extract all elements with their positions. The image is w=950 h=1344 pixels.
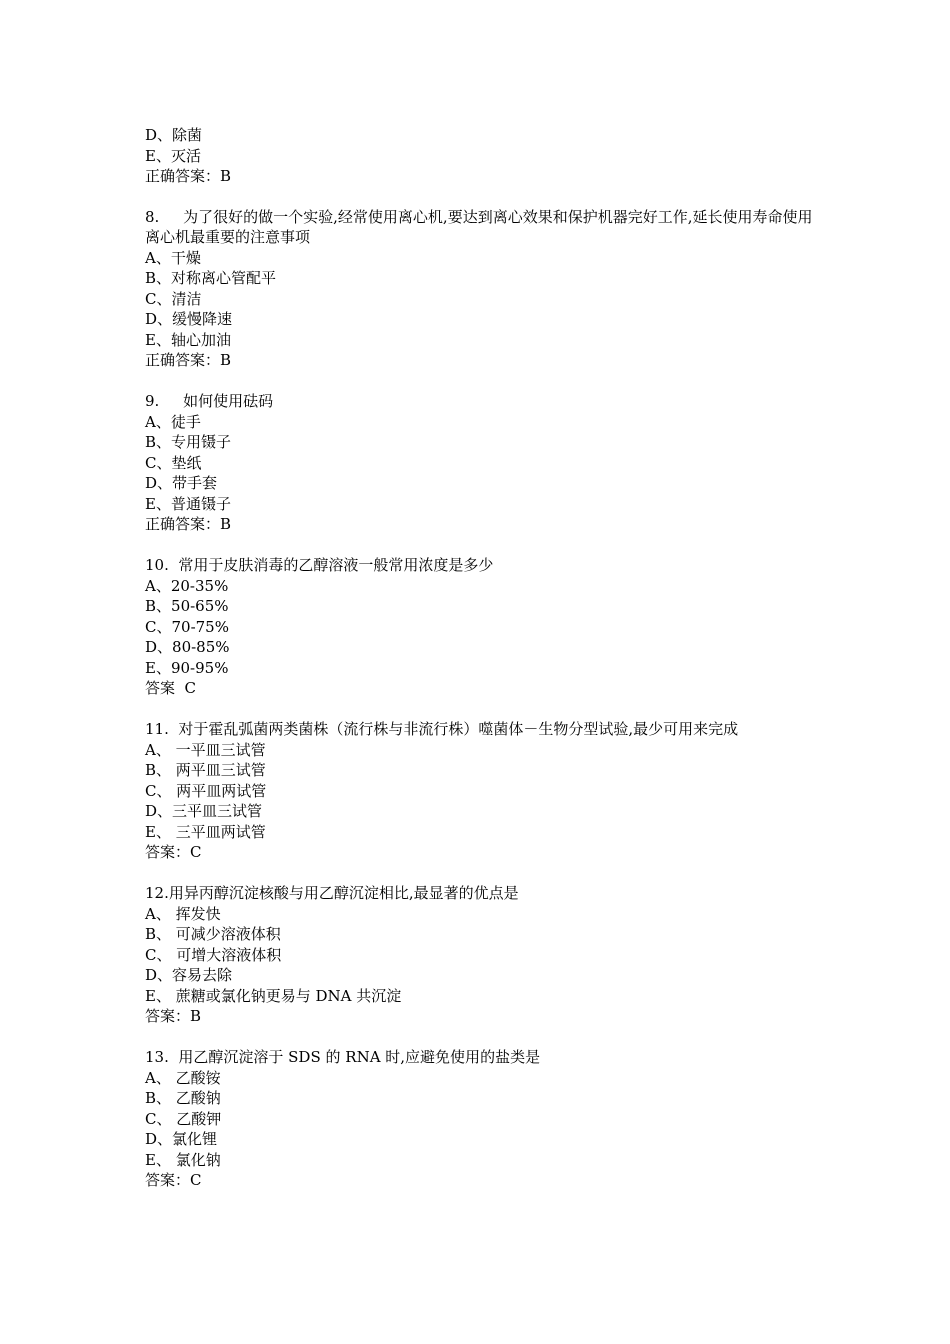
question-title: 11. 对于霍乱弧菌两类菌株（流行株与非流行株）噬菌体－生物分型试验,最少可用来完成 [145,720,739,738]
option-c: C、 可增大溶液体积 [145,945,282,964]
question-10 [145,555,825,699]
answer-line: 答案：C [145,1171,202,1189]
option-a: A、20-35% [145,576,229,595]
answer-line: 正确答案：B [145,515,232,533]
option-e: E、普通镊子 [145,494,231,513]
question-fragment [145,125,825,187]
option-d: D、氯化锂 [145,1130,218,1148]
option-b: B、对称离心管配平 [145,269,277,287]
option-e: E、 三平皿两试管 [145,822,266,841]
option-b: B、 两平皿三试管 [145,761,266,779]
answer-line: 正确答案：B [145,351,232,369]
option-e: E、 蔗糖或氯化钠更易与 DNA 共沉淀 [145,986,402,1005]
option-c: C、垫纸 [145,453,202,472]
question-13 [145,1047,825,1191]
option-b: B、 乙酸钠 [145,1089,221,1107]
option-d: D、带手套 [145,474,218,492]
question-9 [145,391,825,535]
option-c: C、70-75% [145,617,229,636]
document-page [145,125,825,1211]
option-c: C、 乙酸钾 [145,1109,222,1128]
option-c: C、 两平皿两试管 [145,781,267,800]
answer-line: 答案：C [145,843,202,861]
option-d: D、除菌 [145,126,203,144]
answer-line: 答案：B [145,1007,202,1025]
option-a: A、干燥 [145,248,201,267]
answer-line: 答案 C [145,679,197,697]
option-d: D、80-85% [145,638,230,656]
option-c: C、清洁 [145,289,202,308]
question-title: 10. 常用于皮肤消毒的乙醇溶液一般常用浓度是多少 [145,556,494,574]
question-12 [145,883,825,1027]
question-title: 13. 用乙醇沉淀溶于 SDS 的 RNA 时,应避免使用的盐类是 [145,1048,541,1066]
option-b: B、专用镊子 [145,433,232,451]
option-b: B、 可减少溶液体积 [145,925,281,943]
option-e: E、轴心加油 [145,330,231,349]
option-a: A、 乙酸铵 [145,1068,221,1087]
option-a: A、徒手 [145,412,201,431]
option-d: D、三平皿三试管 [145,802,263,820]
option-a: A、 挥发快 [145,904,221,923]
question-title: 12.用异丙醇沉淀核酸与用乙醇沉淀相比,最显著的优点是 [145,884,519,902]
option-e: E、灭活 [145,146,201,165]
option-b: B、50-65% [145,597,229,615]
option-d: D、容易去除 [145,966,233,984]
option-d: D、缓慢降速 [145,310,233,328]
question-11 [145,719,825,863]
question-title: 8. 为了很好的做一个实验,经常使用离心机,要达到离心效果和保护机器完好工作,延长使用寿命使用离心机最重要的注意事项 [145,207,813,246]
option-a: A、 一平皿三试管 [145,740,266,759]
question-title: 9. 如何使用砝码 [145,392,274,410]
answer-line: 正确答案：B [145,167,232,185]
option-e: E、 氯化钠 [145,1150,221,1169]
question-8 [145,207,825,371]
option-e: E、90-95% [145,658,229,677]
